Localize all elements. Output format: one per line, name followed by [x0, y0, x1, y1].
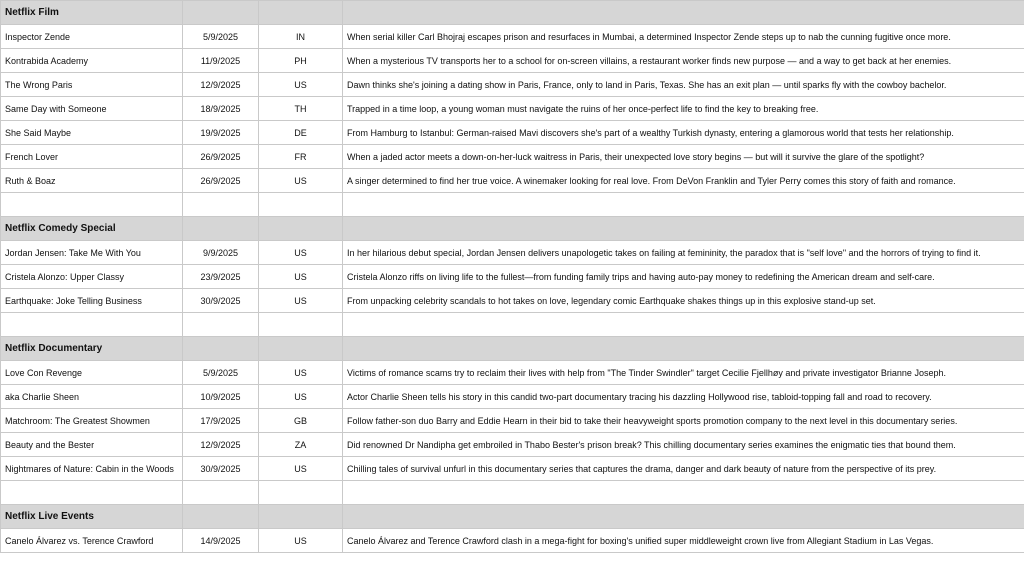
date-cell[interactable]: 11/9/2025	[183, 49, 259, 73]
title-cell[interactable]: Beauty and the Bester	[1, 433, 183, 457]
title-cell[interactable]: French Lover	[1, 145, 183, 169]
empty-cell[interactable]	[259, 505, 343, 529]
country-cell[interactable]: US	[259, 265, 343, 289]
table-row	[1, 289, 1024, 313]
table-row	[1, 121, 1024, 145]
country-cell[interactable]: PH	[259, 49, 343, 73]
date-cell[interactable]: 5/9/2025	[183, 25, 259, 49]
country-cell[interactable]: US	[259, 169, 343, 193]
table-row	[1, 49, 1024, 73]
table-row	[1, 169, 1024, 193]
title-cell[interactable]: Inspector Zende	[1, 25, 183, 49]
date-cell[interactable]: 26/9/2025	[183, 169, 259, 193]
country-cell[interactable]: US	[259, 361, 343, 385]
empty-cell[interactable]	[343, 1, 1024, 25]
table-row	[1, 433, 1024, 457]
date-cell[interactable]: 9/9/2025	[183, 241, 259, 265]
empty-cell[interactable]	[183, 193, 259, 217]
empty-cell[interactable]	[1, 193, 183, 217]
section-header-row	[1, 1, 1024, 25]
empty-row	[1, 193, 1024, 217]
release-table-body	[1, 1, 1024, 553]
empty-cell[interactable]	[343, 313, 1024, 337]
country-cell[interactable]: US	[259, 241, 343, 265]
table-row	[1, 25, 1024, 49]
empty-cell[interactable]	[183, 481, 259, 505]
description-cell[interactable]: Did renowned Dr Nandipha get embroiled in Thabo Bester's prison break? This chilling documentary series examines the enigmatic ties that bound them.	[343, 433, 1024, 457]
table-row	[1, 529, 1024, 553]
empty-cell[interactable]	[259, 193, 343, 217]
description-cell[interactable]: From unpacking celebrity scandals to hot takes on love, legendary comic Earthquake shakes things up in this explosive stand-up set.	[343, 289, 1024, 313]
table-row	[1, 409, 1024, 433]
table-row	[1, 385, 1024, 409]
title-cell[interactable]: Ruth & Boaz	[1, 169, 183, 193]
date-cell[interactable]: 5/9/2025	[183, 361, 259, 385]
empty-cell[interactable]	[259, 1, 343, 25]
country-cell[interactable]: GB	[259, 409, 343, 433]
country-cell[interactable]: US	[259, 289, 343, 313]
empty-cell[interactable]	[183, 505, 259, 529]
country-cell[interactable]: IN	[259, 25, 343, 49]
title-cell[interactable]: Canelo Álvarez vs. Terence Crawford	[1, 529, 183, 553]
empty-row	[1, 313, 1024, 337]
country-cell[interactable]: US	[259, 385, 343, 409]
table-row	[1, 457, 1024, 481]
table-row	[1, 361, 1024, 385]
table-row	[1, 73, 1024, 97]
description-cell[interactable]: A singer determined to find her true voice. A winemaker looking for real love. From DeVon Franklin and Tyler Perry comes this story of faith and romance.	[343, 169, 1024, 193]
title-cell[interactable]: Matchroom: The Greatest Showmen	[1, 409, 183, 433]
empty-cell[interactable]	[1, 313, 183, 337]
section-header-row	[1, 217, 1024, 241]
date-cell[interactable]: 17/9/2025	[183, 409, 259, 433]
description-cell[interactable]: When a mysterious TV transports her to a school for on-screen villains, a restaurant worker finds new purpose — and a way to get back at her enemies.	[343, 49, 1024, 73]
empty-cell[interactable]	[259, 313, 343, 337]
description-cell[interactable]: Actor Charlie Sheen tells his story in this candid two-part documentary tracing his dazzling Hollywood rise, tabloid-topping fall and road to recovery.	[343, 385, 1024, 409]
title-cell[interactable]: Earthquake: Joke Telling Business	[1, 289, 183, 313]
date-cell[interactable]: 12/9/2025	[183, 73, 259, 97]
empty-cell[interactable]	[259, 217, 343, 241]
date-cell[interactable]: 12/9/2025	[183, 433, 259, 457]
title-cell[interactable]: Kontrabida Academy	[1, 49, 183, 73]
table-row	[1, 97, 1024, 121]
country-cell[interactable]: US	[259, 73, 343, 97]
section-header-row	[1, 337, 1024, 361]
section-title[interactable]: Netflix Live Events	[1, 505, 183, 529]
description-cell[interactable]: In her hilarious debut special, Jordan Jensen delivers unapologetic takes on failing at femininity, the paradox that is "self love" and the horrors of trying to find it.	[343, 241, 1024, 265]
date-cell[interactable]: 30/9/2025	[183, 457, 259, 481]
empty-cell[interactable]	[183, 337, 259, 361]
title-cell[interactable]: Jordan Jensen: Take Me With You	[1, 241, 183, 265]
title-cell[interactable]: Same Day with Someone	[1, 97, 183, 121]
title-cell[interactable]: Cristela Alonzo: Upper Classy	[1, 265, 183, 289]
section-header-row	[1, 505, 1024, 529]
title-cell[interactable]: aka Charlie Sheen	[1, 385, 183, 409]
title-cell[interactable]: Nightmares of Nature: Cabin in the Woods	[1, 457, 183, 481]
country-cell[interactable]: US	[259, 457, 343, 481]
country-cell[interactable]: ZA	[259, 433, 343, 457]
empty-cell[interactable]	[259, 481, 343, 505]
empty-cell[interactable]	[183, 1, 259, 25]
description-cell[interactable]: When serial killer Carl Bhojraj escapes prison and resurfaces in Mumbai, a determined Inspector Zende steps up to nab the cunning fugitive once more.	[343, 25, 1024, 49]
table-row	[1, 241, 1024, 265]
description-cell[interactable]: From Hamburg to Istanbul: German-raised Mavi discovers she's part of a wealthy Turkish dynasty, entering a glamorous world that tests her relationship.	[343, 121, 1024, 145]
country-cell[interactable]: TH	[259, 97, 343, 121]
empty-cell[interactable]	[343, 481, 1024, 505]
date-cell[interactable]: 26/9/2025	[183, 145, 259, 169]
date-cell[interactable]: 10/9/2025	[183, 385, 259, 409]
country-cell[interactable]: DE	[259, 121, 343, 145]
country-cell[interactable]: US	[259, 529, 343, 553]
empty-cell[interactable]	[343, 505, 1024, 529]
date-cell[interactable]: 19/9/2025	[183, 121, 259, 145]
date-cell[interactable]: 14/9/2025	[183, 529, 259, 553]
empty-cell[interactable]	[183, 217, 259, 241]
date-cell[interactable]: 23/9/2025	[183, 265, 259, 289]
empty-row	[1, 481, 1024, 505]
description-cell[interactable]: Follow father-son duo Barry and Eddie Hearn in their bid to take their heavyweight sports promotion company to the next level in this documentary series.	[343, 409, 1024, 433]
section-title[interactable]: Netflix Documentary	[1, 337, 183, 361]
empty-cell[interactable]	[183, 313, 259, 337]
description-cell[interactable]: Canelo Álvarez and Terence Crawford clash in a mega-fight for boxing's unified super middleweight crown live from Allegiant Stadium in Las Vegas.	[343, 529, 1024, 553]
section-title[interactable]: Netflix Comedy Special	[1, 217, 183, 241]
description-cell[interactable]: Dawn thinks she's joining a dating show in Paris, France, only to land in Paris, Texas. She has an exit plan — until sparks fly with the cowboy bachelor.	[343, 73, 1024, 97]
date-cell[interactable]: 18/9/2025	[183, 97, 259, 121]
empty-cell[interactable]	[343, 193, 1024, 217]
empty-cell[interactable]	[343, 337, 1024, 361]
table-row	[1, 145, 1024, 169]
title-cell[interactable]: Love Con Revenge	[1, 361, 183, 385]
section-title[interactable]: Netflix Film	[1, 1, 183, 25]
description-cell[interactable]: Victims of romance scams try to reclaim their lives with help from "The Tinder Swindler" target Cecilie Fjellhøy and private investigator Brianne Joseph.	[343, 361, 1024, 385]
description-cell[interactable]: Chilling tales of survival unfurl in this documentary series that captures the drama, danger and dark beauty of nature from the perspective of its prey.	[343, 457, 1024, 481]
country-cell[interactable]: FR	[259, 145, 343, 169]
title-cell[interactable]: She Said Maybe	[1, 121, 183, 145]
empty-cell[interactable]	[343, 217, 1024, 241]
description-cell[interactable]: Cristela Alonzo riffs on living life to the fullest—from funding family trips and having auto-pay money to redefining the American dream and self-care.	[343, 265, 1024, 289]
description-cell[interactable]: Trapped in a time loop, a young woman must navigate the ruins of her once-perfect life to find the key to breaking free.	[343, 97, 1024, 121]
title-cell[interactable]: The Wrong Paris	[1, 73, 183, 97]
empty-cell[interactable]	[1, 481, 183, 505]
empty-cell[interactable]	[259, 337, 343, 361]
date-cell[interactable]: 30/9/2025	[183, 289, 259, 313]
description-cell[interactable]: When a jaded actor meets a down-on-her-luck waitress in Paris, their unexpected love story begins — but will it survive the glare of the spotlight?	[343, 145, 1024, 169]
table-row	[1, 265, 1024, 289]
